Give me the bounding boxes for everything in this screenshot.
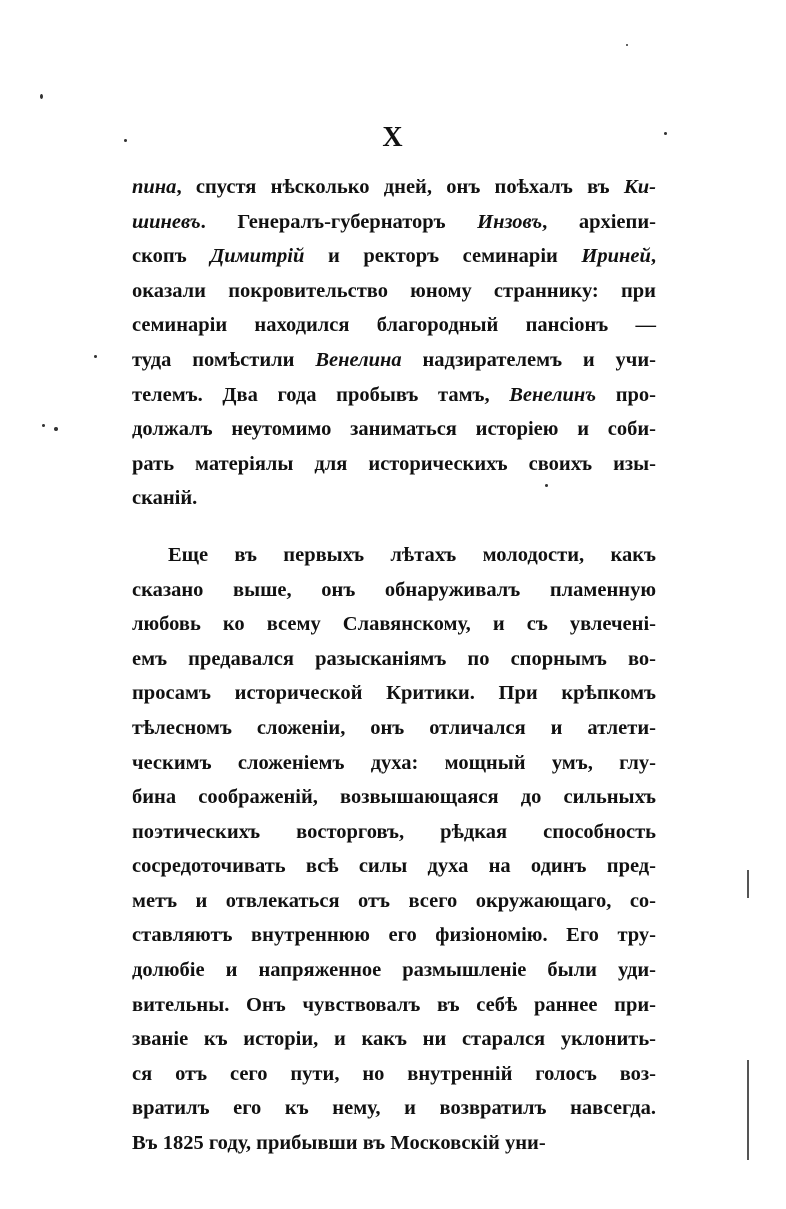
italic-name: пина xyxy=(132,176,177,198)
text-line xyxy=(132,953,656,988)
text-run: званіе къ исторіи, и какъ ни старался уклонить- xyxy=(132,1028,656,1051)
text-run: скопъ xyxy=(132,245,211,268)
text-run: должалъ неутомимо заниматься исторіею и соби- xyxy=(132,418,656,441)
text-line xyxy=(132,918,656,953)
text-run: сосредоточивать всѣ силы духа на одинъ пред- xyxy=(132,855,656,878)
text-line xyxy=(132,308,656,343)
text-run: емъ предавался разысканіямъ по спорнымъ во- xyxy=(132,647,656,670)
italic-name: Ириней xyxy=(581,245,651,268)
page-edge-mark xyxy=(747,870,749,898)
text-run: оказали покровительство юному страннику: при xyxy=(132,279,656,302)
text-run: тѣлесномъ сложеніи, онъ отличался и атлети- xyxy=(132,716,656,739)
text-line xyxy=(132,607,656,642)
page-edge-mark xyxy=(747,1060,749,1160)
text-line xyxy=(132,1022,656,1057)
print-speck xyxy=(94,355,97,358)
text-line xyxy=(132,815,656,850)
text-run: надзирателемъ и учи- xyxy=(401,348,656,371)
italic-name: шиневъ xyxy=(132,210,201,233)
text-run: и ректоръ семинаріи xyxy=(304,245,582,268)
print-speck xyxy=(42,424,45,427)
text-line xyxy=(132,343,656,378)
text-line xyxy=(132,988,656,1023)
text-run: , xyxy=(650,245,657,268)
paragraph-2 xyxy=(132,538,656,1161)
text-line xyxy=(132,170,656,205)
text-line xyxy=(132,849,656,884)
text-line xyxy=(132,780,656,815)
text-run: , архіепи- xyxy=(542,210,656,233)
italic-name: Венелинъ xyxy=(509,383,597,406)
text-run: Въ 1825 году, прибывши въ Московскій уни- xyxy=(132,1132,546,1155)
text-run: вратилъ его къ нему, и возвратилъ навсегда. xyxy=(132,1097,656,1120)
text-line xyxy=(132,573,656,608)
text-run: метъ и отвлекаться отъ всего окружающаго, со- xyxy=(132,889,656,912)
text-line xyxy=(132,1126,656,1161)
text-line xyxy=(132,481,656,516)
italic-name: Венелина xyxy=(315,348,402,371)
text-line xyxy=(132,538,656,573)
italic-name: Ки- xyxy=(623,176,656,198)
paragraph-1 xyxy=(132,170,656,516)
text-line xyxy=(132,412,656,447)
text-line xyxy=(132,239,656,274)
page-number: X xyxy=(382,122,404,153)
text-run: поэтическихъ восторговъ, рѣдкая способность xyxy=(132,820,656,843)
text-run: вительны. Онъ чувствовалъ въ себѣ раннее при- xyxy=(132,993,656,1016)
body-text xyxy=(132,170,656,1161)
text-run: Еще въ первыхъ лѣтахъ молодости, какъ xyxy=(168,543,656,566)
print-speck xyxy=(40,94,43,99)
print-speck xyxy=(626,44,628,46)
print-speck xyxy=(545,484,548,487)
italic-name: Димитрій xyxy=(210,245,305,268)
text-line xyxy=(132,884,656,919)
text-line xyxy=(132,746,656,781)
text-run: ставляютъ внутреннюю его физіономію. Его тру- xyxy=(132,924,656,947)
text-run: сказано выше, онъ обнаруживалъ пламенную xyxy=(132,578,656,601)
text-line xyxy=(132,378,656,413)
text-run: рать матеріялы для историческихъ своихъ изы- xyxy=(132,452,656,475)
text-run: ся отъ сего пути, но внутренній голосъ воз- xyxy=(132,1062,656,1085)
text-run: долюбіе и напряженное размышленіе были уди- xyxy=(132,959,656,982)
print-speck xyxy=(124,139,127,142)
text-run: бина соображеній, возвышающаяся до сильныхъ xyxy=(132,786,656,809)
italic-name: Инзовъ xyxy=(477,210,543,233)
text-line xyxy=(132,1057,656,1092)
text-run: . Генералъ-губернаторъ xyxy=(200,210,478,233)
text-run: , спустя нѣсколько дней, онъ поѣхалъ въ xyxy=(176,176,624,198)
text-run: просамъ исторической Критики. При крѣпкомъ xyxy=(132,682,656,705)
text-line xyxy=(132,676,656,711)
text-line xyxy=(132,274,656,309)
text-run: сканій. xyxy=(132,487,198,510)
text-run: ческимъ сложеніемъ духа: мощный умъ, глу- xyxy=(132,751,656,774)
text-run: телемъ. Два года пробывъ тамъ, xyxy=(132,383,510,406)
print-speck xyxy=(54,427,58,431)
text-run: любовь ко всему Славянскому, и съ увлечені- xyxy=(132,613,656,636)
text-run: про- xyxy=(596,383,656,406)
text-line xyxy=(132,1091,656,1126)
text-line xyxy=(132,205,656,240)
text-run: семинаріи находился благородный пансіонъ — xyxy=(132,314,656,337)
text-run: туда помѣстили xyxy=(132,348,316,371)
text-line xyxy=(132,642,656,677)
text-line xyxy=(132,711,656,746)
print-speck xyxy=(664,132,667,135)
text-line xyxy=(132,447,656,482)
